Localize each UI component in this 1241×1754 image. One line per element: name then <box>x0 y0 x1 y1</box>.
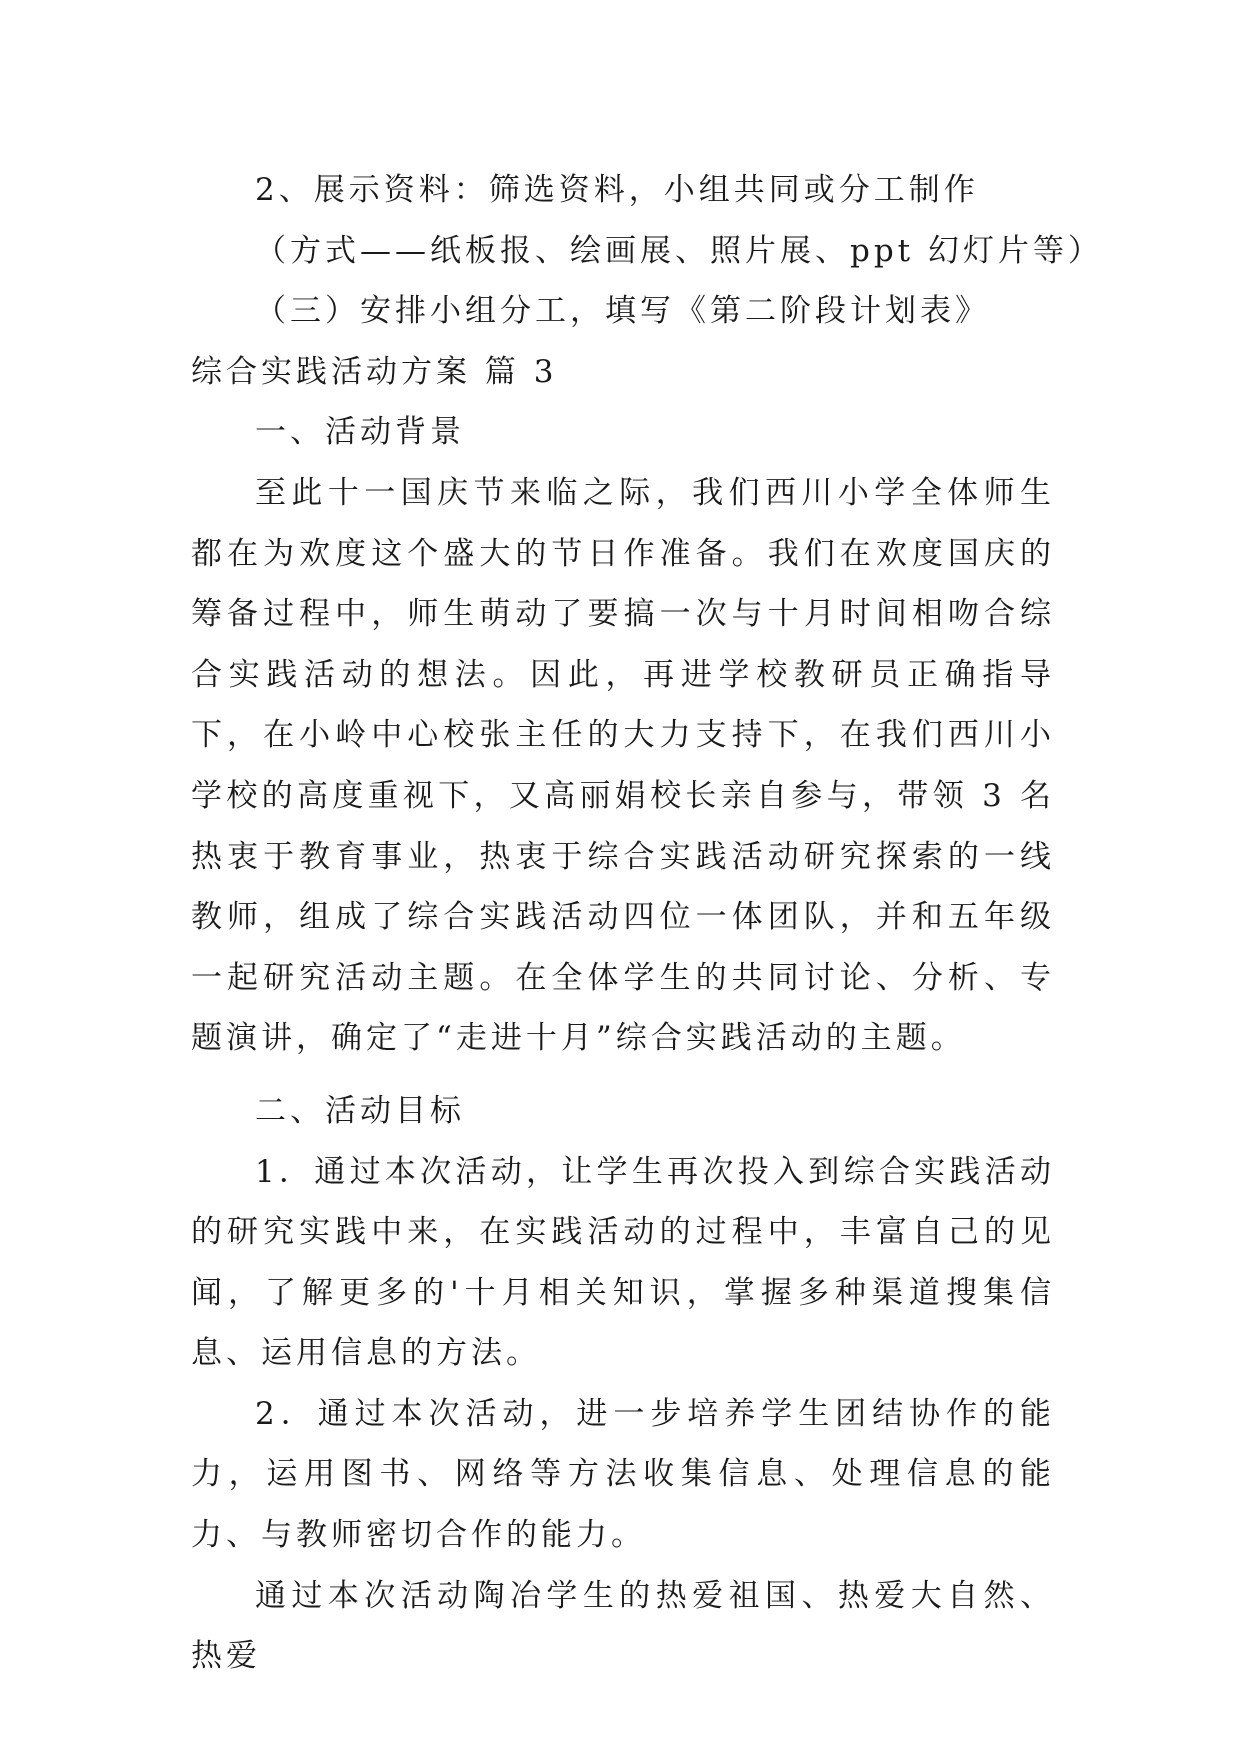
section-title: 综合实践活动方案 篇 3 <box>191 353 558 390</box>
group-assignment-line: （三）安排小组分工，填写《第二阶段计划表》 <box>255 293 990 330</box>
display-methods-line: （方式——纸板报、绘画展、照片展、ppt 幻灯片等） <box>255 232 1103 269</box>
background-paragraph: 至此十一国庆节来临之际，我们西川小学全体师生都在为欢度这个盛大的节日作准备。我们在欢度国庆的筹备过程中，师生萌动了要搞一次与十月时间相吻合综合实践活动的想法。因此，再进学校教研员正确指导下，在小岭中心校张主任的大力支持下，在我们西川小学校的高度重视下，又高丽娟校长亲自参与，带领 3 名热衷于教育事业，热衷于综合实践活动研究探索的一线教师，组成了综合实践活动四位一体团队，并和五年级一起研究活动主题。在全体学生的共同讨论、分析、专题演讲，确定了“走进十月”综合实践活动的主题。 <box>191 474 1055 1057</box>
heading-activity-background: 一、活动背景 <box>255 414 465 451</box>
list-item-display-materials: 2、展示资料：筛选资料，小组共同或分工制作 <box>255 172 979 208</box>
heading-activity-goals: 二、活动目标 <box>255 1092 465 1129</box>
goal-paragraph-1: 1．通过本次活动，让学生再次投入到综合实践活动的研究实践中来，在实践活动的过程中，丰富自己的见闻，了解更多的'十月相关知识，掌握多种渠道搜集信息、运用信息的方法。 <box>191 1153 1055 1372</box>
document-body <box>191 160 1103 1687</box>
goal-paragraph-3: 通过本次活动陶冶学生的热爱祖国、热爱大自然、热爱 <box>191 1577 1055 1675</box>
goal-paragraph-2: 2．通过本次活动，进一步培养学生团结协作的能力，运用图书、网络等方法收集信息、处理信息的能力、与教师密切合作的能力。 <box>191 1395 1055 1554</box>
